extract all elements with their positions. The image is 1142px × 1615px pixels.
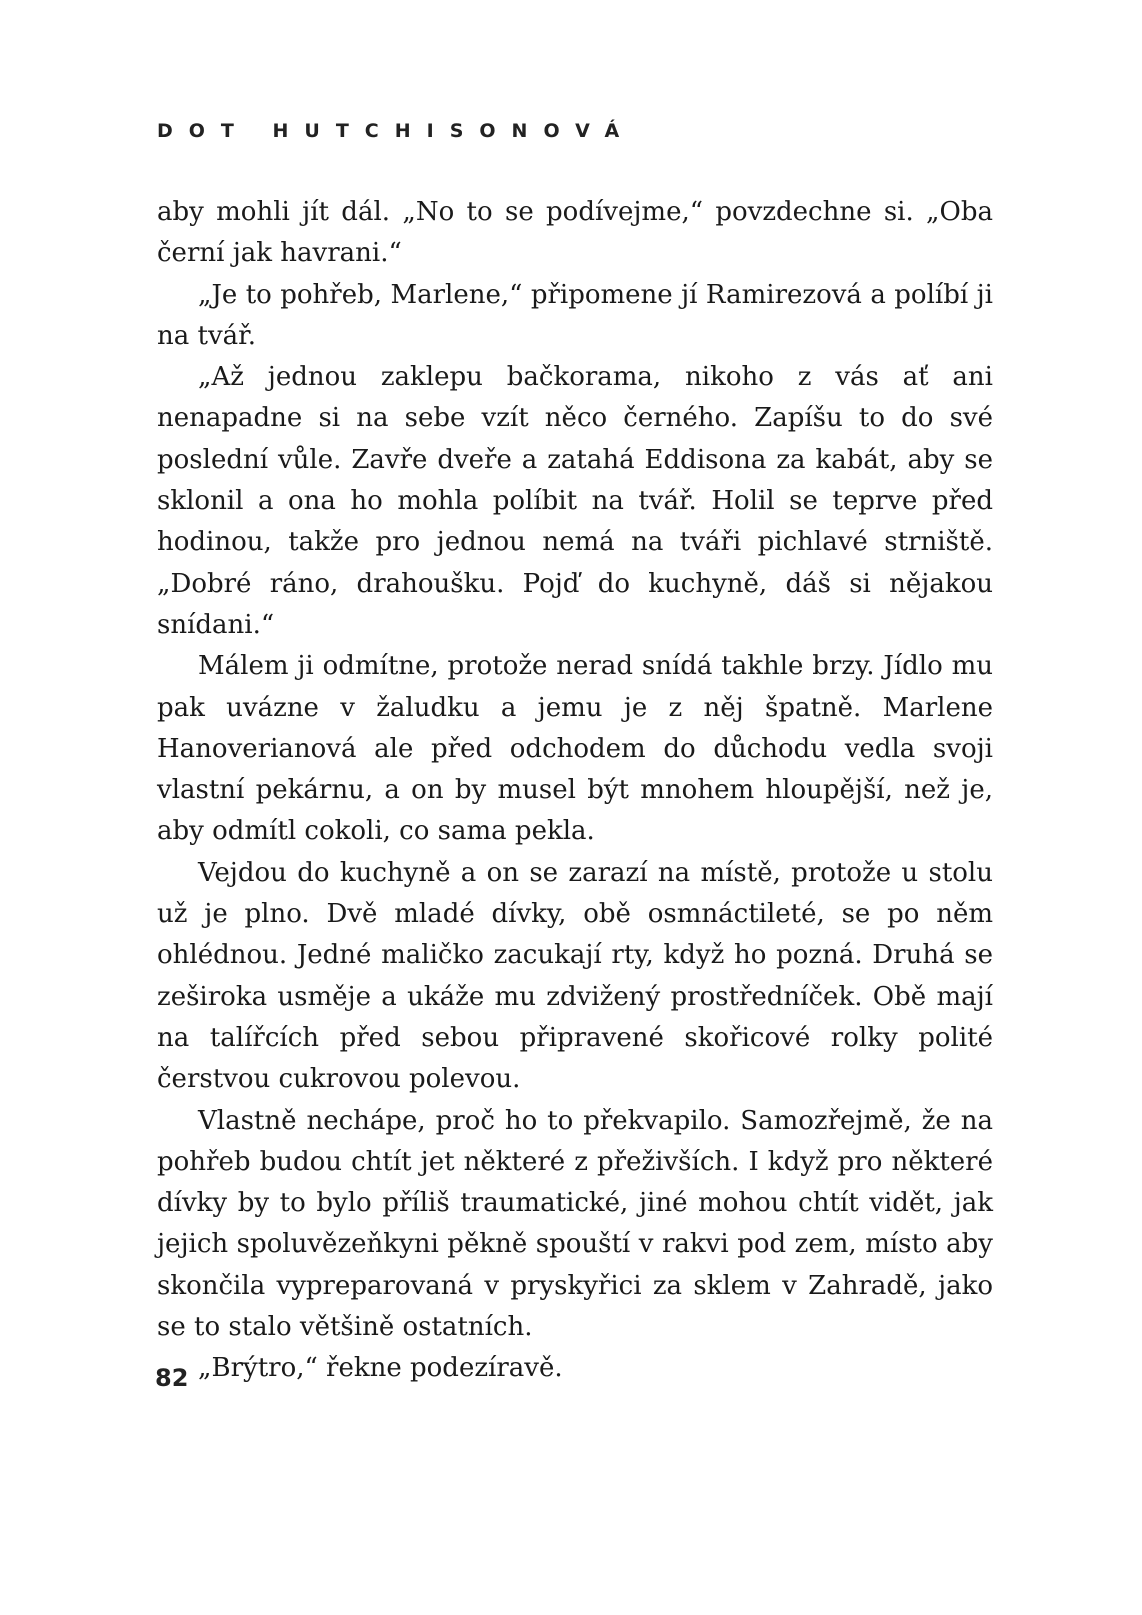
paragraph: „Brýtro,“ řekne podezíravě. bbox=[198, 1353, 563, 1384]
running-head: DOT HUTCHISONOVÁ bbox=[157, 120, 636, 142]
paragraph: Vejdou do kuchyně a on se zarazí na místě, protože u stolu už je plno. Dvě mladé dívky, obě osmnáctileté, se po něm ohlédnou. Jedné maličko zacukají rty, když ho pozná. Druhá se zeširoka usměje a ukáže mu zdvižený prostředníček. Obě mají na talířcích před sebou připravené skořicové rolky polité čerstvou cukrovou polevou. bbox=[157, 857, 993, 1095]
body-text bbox=[157, 192, 993, 1390]
paragraph: Vlastně nechápe, proč ho to překvapilo. Samozřejmě, že na pohřeb budou chtít jet některé z přeživších. I když pro některé dívky by to bylo příliš traumatické, jiné mohou chtít vidět, jak jejich spoluvězeňkyni pěkně spouští v rakvi pod zem, místo aby skončila vypreparovaná v pryskyřici za sklem v Zahradě, jako se to stalo většině ostatních. bbox=[157, 1105, 993, 1343]
paragraph: „Je to pohřeb, Marlene,“ připomene jí Ramirezová a políbí ji na tvář. bbox=[157, 279, 993, 351]
paragraph: Málem ji odmítne, protože nerad snídá takhle brzy. Jídlo mu pak uvázne v žaludku a jemu je z něj špatně. Marlene Hanoverianová ale před odchodem do důchodu vedla svoji vlastní pekárnu, a on by musel být mnohem hloupější, než je, aby odmítl cokoli, co sama pekla. bbox=[157, 651, 993, 847]
page-number: 82 bbox=[155, 1364, 189, 1392]
paragraph: „Až jednou zaklepu bačkorama, nikoho z vás ať ani nenapadne si na sebe vzít něco černého. Zapíšu to do své poslední vůle. Zavře dveře a zatahá Eddisona za kabát, aby se sklonil a ona ho mohla políbit na tvář. Holil se teprve před hodinou, takže pro jednou nemá na tváři pichlavé strniště. „Dobré ráno, drahoušku. Pojď do kuchyně, dáš si nějakou snídani.“ bbox=[157, 362, 993, 640]
paragraph: aby mohli jít dál. „No to se podívejme,“ povzdechne si. „Oba černí jak havrani.“ bbox=[157, 197, 993, 269]
